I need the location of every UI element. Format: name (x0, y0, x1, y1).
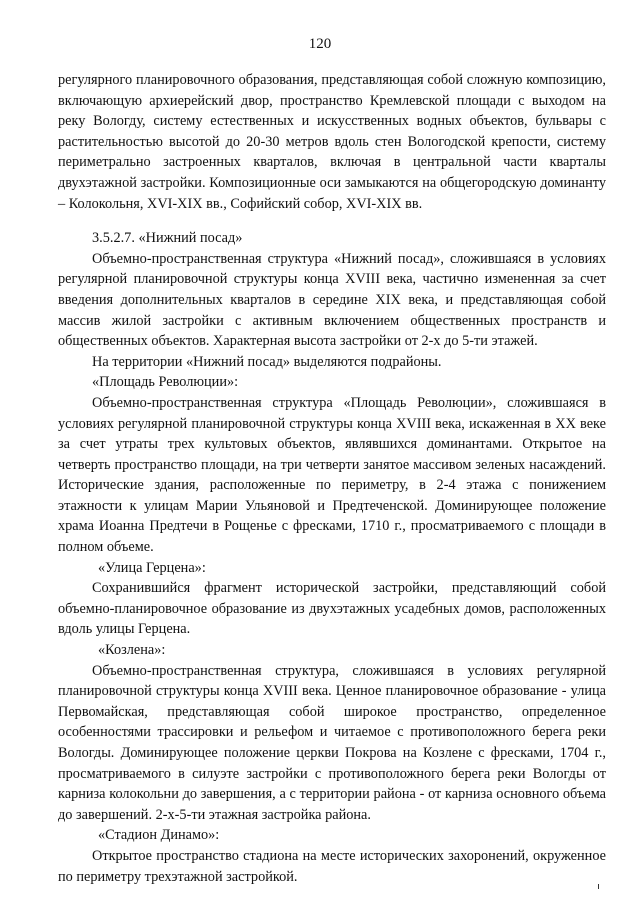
page-number: 120 (308, 36, 332, 52)
document-body (58, 70, 606, 887)
paragraph-subdistricts: На территории «Нижний посад» выделяются подрайоны. (92, 353, 442, 370)
paragraph-herzen-street: Сохранившийся фрагмент исторической застройки, представляющий собой объемно-планировочное образование из двухэтажных усадебных домов, расположенных вдоль улицы Герцена. (58, 580, 606, 638)
paragraph-dynamo-stadium: Открытое пространство стадиона на месте исторических захоронений, окруженное по периметру трехэтажной застройкой. (58, 847, 606, 885)
paragraph-continuation: регулярного планировочного образования, представляющая собой сложную композицию, включающую архиерейский двор, пространство Кремлевской площади с выходом на реку Вологду, систему естественных и искусственных водных объектов, бульвары с растительностью высотой до 20-30 метров вдоль стен Вологодской крепости, систему периметрально застроенных кварталов, включая в центральной части кварталы двухэтажной застройки. Композиционные оси замыкаются на общегородскую доминанту – Колокольня, XVI-XIX вв., Софийский собор, XVI-XIX вв. (58, 72, 606, 212)
paragraph-kozlena: Объемно-пространственная структура, сложившаяся в условиях регулярной планировочной структуры конца XVIII века. Ценное планировочное образование - улица Первомайская, представляющая собой широкое пространство, определенное особенностями трассировки и рельефом и читаемое с противоположного берега реки Вологды. Доминирующее положение церкви Покрова на Козлене с фресками, 1704 г., просматриваемого в силуэте застройки с противоположного берега реки Вологды от карниза колокольни до завершения, а с территории района - от карниза основного объема до завершений. 2-х-5-ти этажная застройка района. (58, 662, 606, 823)
scan-mark (598, 884, 599, 889)
subdistrict-label-herzen-street: «Улица Герцена»: (98, 559, 206, 576)
subdistrict-label-revolution-square: «Площадь Революции»: (92, 374, 239, 391)
paragraph-nizhny-posad: Объемно-пространственная структура «Нижний посад», сложившаяся в условиях регулярной планировочной структуры конца XVIII века, частично измененная за счет введения дополнительных кварталов в середине XIX века, и представляющая собой массив жилой застройки с активным включением общественных пространств и общественных объектов. Характерная высота застройки от 2-х до 5-ти этажей. (58, 250, 606, 350)
section-heading: 3.5.2.7. «Нижний посад» (92, 230, 243, 247)
subdistrict-label-dynamo-stadium: «Стадион Динамо»: (98, 827, 220, 844)
paragraph-revolution-square: Объемно-пространственная структура «Площадь Революции», сложившаяся в условиях регулярной планировочной структуры конца XVIII века, искаженная в XX веке за счет утраты трех культовых объектов, являвшихся доминантами. Открытое на четверть пространство площади, на три четверти занятое массивом зеленых насаждений. Исторические здания, расположенные по периметру, в 2-4 этажа с понижением этажности к улицам Марии Ульяновой и Предтеченской. Доминирующее положение храма Иоанна Предтечи в Рощенье с фресками, 1710 г., просматриваемого с площади в полном объеме. (58, 394, 606, 556)
subdistrict-label-kozlena: «Козлена»: (98, 642, 166, 659)
